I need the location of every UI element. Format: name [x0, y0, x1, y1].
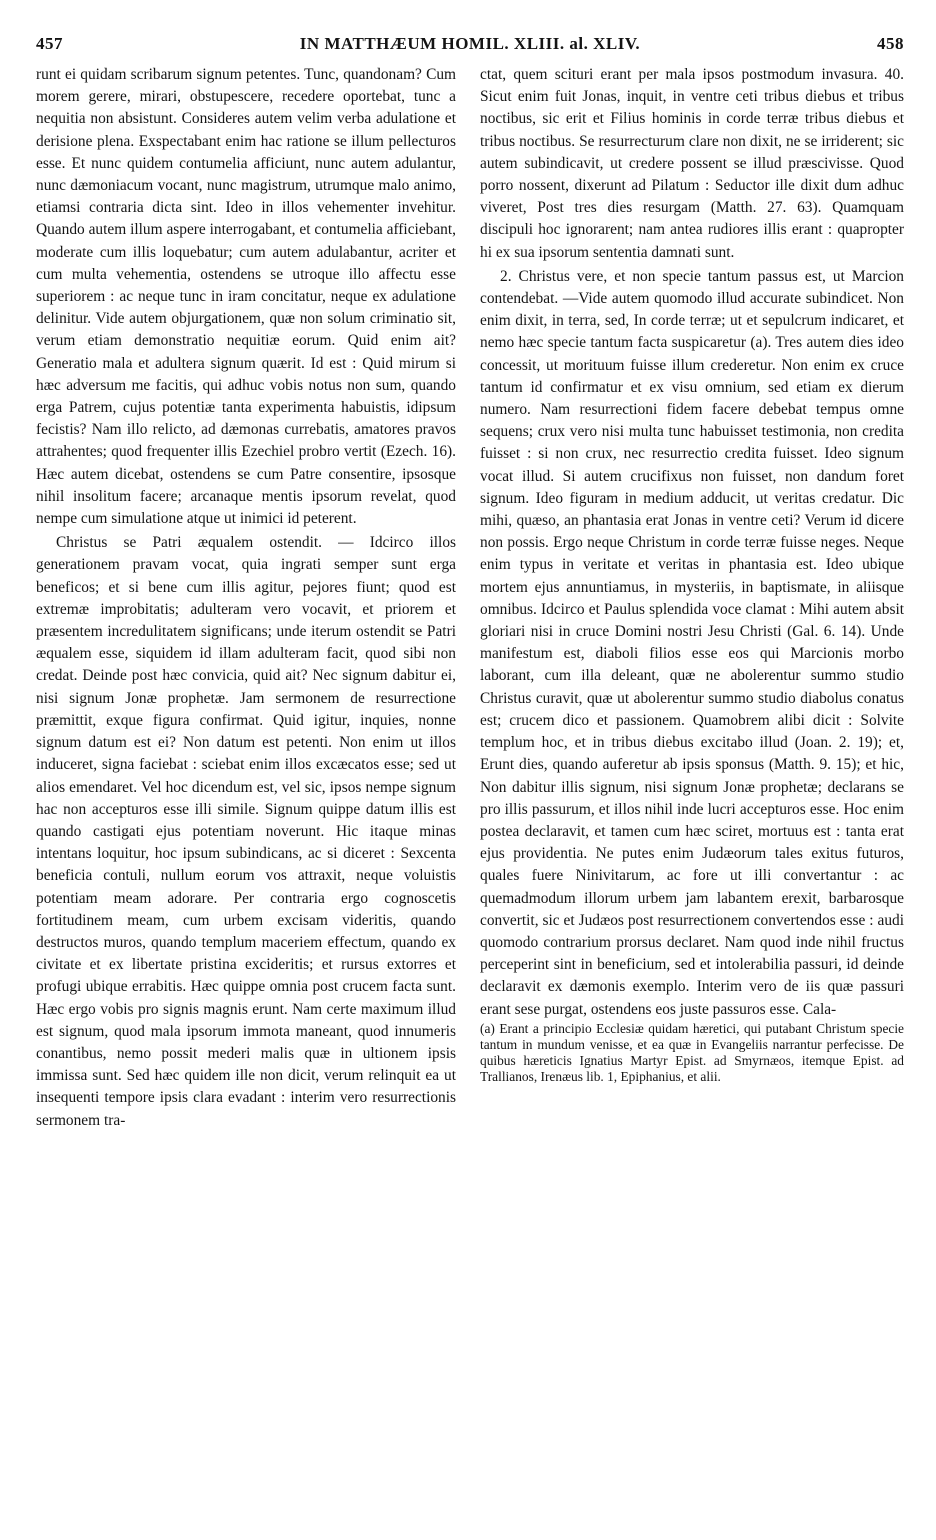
left-paragraph-2: Christus se Patri æqualem ostendit. — Idcirco illos generationem pravam vocat, quia ingrati semper sunt erga beneficos; et si bene cum illis agitur, pejores fiunt; quod est extremæ improbitatis; adulteram vero vocavit, et priorem et præsentem incredulitatem significans; unde iterum ostendit se Patri æqualem esse, siquidem id illam adulteram facit, quod sibi non credat. Deinde post hæc convicia, quid ait? Nec signum dabitur ei, nisi signum Jonæ prophetæ. Jam sermonem de resurrectione præmittit, exque figura confirmat. Quid igitur, inquies, nonne signum datum est ei? Non datum est petenti. Non enim ut illos induceret, signa faciebat : sciebat enim illos excæcatos esse; sed ut alios emendaret. Vel hoc dicendum est, vel sic, ipsos nempe signum hac non accepturos esse illi simile. Signum quippe datum illis est quando castigati ejus potentiam noverunt. Hic itaque minas intentans loquitur, hoc ipsum subindicans, ac si diceret : Sexcenta beneficia contuli, nullum eorum vos attraxit, neque voluistis potentiam meam adorare. Per contraria ergo cognoscetis fortitudinem meam, cum urbem excisam videritis, quando destructos muros, quando templum maceriem effectum, quando ex civitate et ex libertate pristina excideritis; et rursus extorres et profugi ubique errabitis. Hæc quippe omnia post crucem facta sunt. Hæc ergo vobis pro signis magnis erunt. Nam certe maximum illud est signum, quod mala ipsorum immota maneant, quod innumeris conantibus, nemo possit mederi malis quæ in ultionem ipsis immissa sunt. Sed hæc quidem ille non dicit, verum relinquit ea ut insequenti tempore ipsis clara evadant : interim vero resurrectionis sermonem tra-	[36, 534, 456, 1129]
running-header	[36, 34, 904, 60]
page-number-right: 458	[877, 34, 904, 53]
left-column	[36, 64, 456, 1132]
right-column	[480, 64, 904, 1085]
right-paragraph-2: 2. Christus vere, et non specie tantum passus est, ut Marcion contendebat. —Vide autem quomodo illud accurate subindicet. Non enim dixit, in terra, sed, In corde terræ; ut et sepulcrum indicaret, et nemo hæc specie tantum facta suspicaretur (a). Tres autem dies ideo concessit, ut morituum fuisse illum crederetur. Non enim ex cruce tantum id confirmatur et ex visu omnium, sed etiam ex dierum numero. Nam resurrectioni fidem facere debebat tempus omne sequens; crux vero nisi multa tunc habuisset testimonia, non credita fuisset : si non crux, nec resurrectio credita fuisset. Ideo signum vocat illud. Si autem crucifixus non fuisset, non dandum foret signum. Ideo figuram in medium adducit, ut veritas credatur. Dic mihi, quæso, an phantasia erat Jonas in ventre ceti? Verum id dicere non possis. Ergo neque Christum in corde terræ fuisse neges. Neque enim typus in veritate et veritas in phantasia est. Ideo ubique mortem ejus annuntiamus, in mysteriis, in baptismate, in aliisque omnibus. Idcirco et Paulus splendida voce clamat : Mihi autem absit gloriari nisi in cruce Domini nostri Jesu Christi (Gal. 6. 14). Unde manifestum est, diaboli filios esse eos qui Marcionis morbo laborant, cum illa deleant, quæ ne abolerentur summo studio Christus curavit, quæ ut abolerentur summo studio diabolus conatus est; crucem dico et passionem. Quamobrem alibi dicit : Solvite templum hoc, et in tribus diebus excitabo illud (Joan. 2. 19); et, Erunt dies, quando auferetur ab ipsis sponsus (Matth. 9. 15); et hic, Non dabitur illis signum, nisi signum Jonæ prophetæ; declarans se pro illis passurum, et illos nihil inde lucri accepturos esse. Hoc enim postea declaravit, et tamen cum hæc sciret, mortuus est : tanta erat ejus providentia. Ne putes enim Judæorum tales exitus futuros, quales fuere Ninivitarum, ac fore ut illi convertantur : ac quemadmodum illorum urbem jam labantem erexit, barbarosque convertit, sic et Judæos post resurrectionem convertendos esse : audi quomodo contrarium prorsus declaret. Nam quod inde nihil fructus perceperint sint in beneficium, sed et intolerabilia passuri, id deinde declaravit ex dæmonis exemplo. Interim vero de iis quæ passuri erant sese purgat, ostendens eos juste passuros esse. Cala-	[480, 267, 904, 1018]
running-title: IN MATTHÆUM HOMIL. XLIII. al. XLIV.	[299, 34, 641, 53]
right-paragraph-1: ctat, quem scituri erant per mala ipsos postmodum invasura. 40. Sicut enim fuit Jonas, inquit, in ventre ceti tribus diebus et tribus noctibus, sic erit et Filius hominis in corde terræ tribus diebus et tribus noctibus. Se resurrecturum clare non dixit, ne se irriderent; sic autem subindicavit, ut credere possent se illud præscivisse. Quod porro nossent, dixerunt ad Pilatum : Seductor ille dixit dum adhuc viveret, Post tres dies resurgam (Matth. 27. 63). Quamquam discipuli hoc ignorarent; nam antea rudiores illis erant : quapropter hi ex sua ipsorum sententia damnati sunt.	[480, 66, 904, 261]
footnote: (a) Erant a principio Ecclesiæ quidam hæretici, qui putabant Christum specie tantum in mundum venisse, et ea quæ in Evangeliis narrantur perfecisse. De quibus hæreticis Ignatius Martyr Epist. ad Smyrnæos, itemque Epist. ad Trallianos, Irenæus lib. 1, Epiphanius, et alii.	[480, 1020, 904, 1084]
left-paragraph-1: runt ei quidam scribarum signum petentes. Tunc, quandonam? Cum morem gerere, mirari, obstupescere, recedere oportebat, tunc a nequitia non absistunt. Consideres autem velim verba adulatione et derisione plena. Exspectabant enim hac ratione se illum pellecturos esse. Et nunc quidem contumelia afficiunt, nunc autem adulantur, nunc dæmoniacum vocant, nunc magistrum, utrumque malo animo, etiamsi contraria dicta sint. Ideo in illos vehementer invehitur. Quando autem illum aspere interrogabant, et contumelia afficiebant, moderate cum illis loquebatur; cum autem adulabantur, acriter et cum multa vehementia, ostendens se utroque illo affectu esse superiorem : ac neque tunc in iram concitatur, neque ex adulatione delinitur. Vide autem objurgationem, quæ non solum criminatio sit, verum etiam demonstratio nequitiæ eorum. Quid enim ait? Generatio mala et adultera signum quærit. Id est : Quid mirum si hæc adversum me facitis, qui adhuc vobis notus non sum, quando erga Patrem, cujus potentiæ tanta experimenta habuistis, idipsum fecistis? Nam illo relicto, ad dæmonas currebatis, amatores pravos attrahentes; quod frequenter illis Ezechiel probro vertit (Ezech. 16). Hæc autem dicebat, ostendens se cum Patre consentire, ipsosque nihil insolitum facere; arcanaque mentis ipsorum revelat, quod nempe cum simulatione atque ut inimici id peterent.	[36, 66, 456, 528]
page-number-left: 457	[36, 34, 63, 53]
